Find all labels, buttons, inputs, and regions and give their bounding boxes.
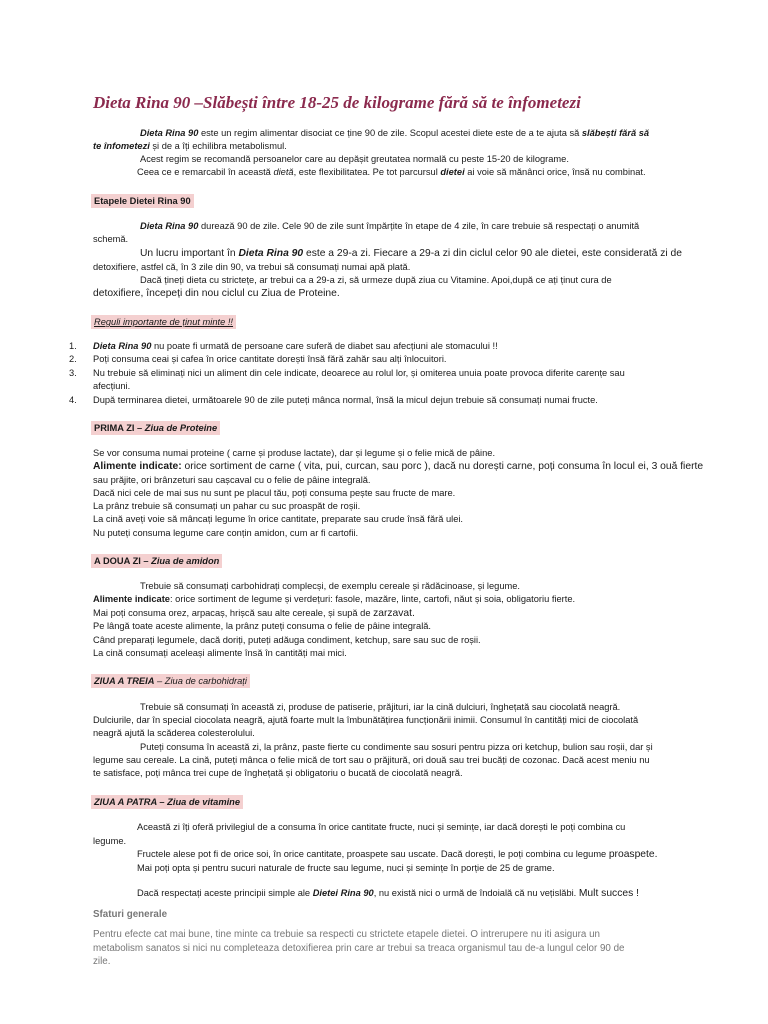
section-heading-a-doua-zi: A DOUA ZI – Ziua de amidon — [91, 554, 222, 568]
section-heading-reguli: Reguli importante de ținut minte !! — [91, 315, 236, 329]
zi1-line-5: La prânz trebuie să consumați un pahar cu suc proaspăt de roșii. — [93, 501, 361, 511]
etape-line-6: detoxifiere, începeți din nou ciclul cu Ziua de Proteine. — [93, 288, 340, 299]
zi1-line-3: sau prăjite, ori brânzeturi sau cașcaval cu o felie de pâine integrală. — [93, 475, 371, 485]
sfaturi-line-1: Pentru efecte cat mai bune, tine minte ca trebuie sa respecti cu strictete etapele dietei. O intrerupere nu iti asigura un — [93, 929, 600, 940]
zi2-line-4: Pe lângă toate aceste alimente, la prânz puteți consuma o felie de pâine integrală. — [93, 621, 432, 631]
etape-line-3: Un lucru important în Dieta Rina 90 este a 29-a zi. Fiecare a 29-a zi din ciclul celor 90 ale dietei, este considerată zi de — [140, 248, 683, 259]
section-heading-prima-zi: PRIMA ZI – Ziua de Proteine — [91, 421, 220, 435]
list-item: Nu trebuie să eliminați nici un aliment din cele indicate, deoarece au rolul lor, și omiterea unuia poate provoca diferite carențe sau — [93, 368, 625, 378]
section-heading-etape: Etapele Dietei Rina 90 — [91, 194, 194, 208]
zi3-line-4: Puteți consuma în această zi, la prânz, paste fierte cu condimente sau sosuri pentru pizza ori ketchup, bulion sau roșii, dar și — [140, 742, 653, 752]
section-heading-ziua-a-treia: ZIUA A TREIA – Ziua de carbohidrați — [91, 674, 250, 688]
list-item: Poți consuma ceai și cafea în orice cantitate dorești însă fără zahăr sau alți înlocuitori. — [93, 354, 447, 364]
zi1-line-6: La cină aveți voie să mâncați legume în orice cantitate, preparate sau crude însă fără ulei. — [93, 514, 464, 524]
zi4-line-1: Această zi îți oferă privilegiul de a consuma în orice cantitate fructe, nuci și semințe, iar dacă dorești le poți combina cu — [137, 822, 626, 832]
intro-line-1: Dieta Rina 90 este un regim alimentar disociat ce ține 90 de zile. Scopul acestei diete este de a te ajuta să slăbești fără să — [140, 128, 650, 138]
zi2-line-6: La cină consumați aceleași alimente însă în cantități mai mici. — [93, 648, 347, 658]
zi1-line-1: Se vor consuma numai proteine ( carne și produse lactate), dar și legume și o felie mică de pâine. — [93, 448, 496, 458]
list-item-continued: afecțiuni. — [93, 381, 131, 391]
sfaturi-line-2: metabolism sanatos si nici nu completeaza detoxifierea prin care ar trebui sa treaca organismul tau de-a lungul celor 90 de — [93, 943, 625, 954]
intro-line-4: Ceea ce e remarcabil în această dietă, este flexibilitatea. Pe tot parcursul dietei ai voie să mănânci orice, însă nu combinat. — [137, 167, 646, 177]
sfaturi-line-3: zile. — [93, 956, 111, 967]
list-item: După terminarea dietei, următoarele 90 de zile puteți mânca normal, însă la micul dejun trebuie să consumați numai fructe. — [93, 395, 598, 405]
etape-line-5: Dacă țineți dieta cu strictețe, ar trebui ca a 29-a zi, să urmeze după ziua cu Vitamine. Apoi,după ce ați ținut cura de — [140, 275, 612, 285]
zi2-line-1: Trebuie să consumați carbohidrați complecși, de exemplu cereale și rădăcinoase, și legume. — [140, 581, 520, 591]
zi4-line-3: Fructele alese pot fi de orice soi, în orice cantitate, proaspete sau uscate. Dacă dorești, le poți combina cu legume proaspete. — [137, 849, 658, 860]
zi3-line-3: neagră ajută la scăderea colesterolului. — [93, 728, 255, 738]
zi3-line-6: te satisface, poți mânca trei cupe de înghețată și obligatoriu o bucată de ciocolată neagră. — [93, 768, 463, 778]
intro-line-3: Acest regim se recomandă persoanelor care au depășit greutatea normală cu peste 15-20 de kilograme. — [140, 154, 569, 164]
section-heading-ziua-a-patra: ZIUA A PATRA – Ziua de vitamine — [91, 795, 243, 809]
list-number: 3. — [69, 368, 77, 378]
zi4-line-2: legume. — [93, 836, 127, 846]
zi2-line-2: Alimente indicate: orice sortiment de legume și verdețuri: fasole, mazăre, linte, cartofi, năut și soia, obligatoriu fierte. — [93, 594, 576, 604]
list-item: Dieta Rina 90 nu poate fi urmată de persoane care suferă de diabet sau afecțiuni ale stomacului !! — [93, 341, 498, 351]
etape-line-1: Dieta Rina 90 durează 90 de zile. Cele 90 de zile sunt împărțite în etape de 4 zile, în care trebuie să respectați o anumită — [140, 221, 640, 231]
page-title: Dieta Rina 90 –Slăbești între 18-25 de kilograme fără să te înfometezi — [93, 93, 581, 112]
section-heading-sfaturi: Sfaturi generale — [93, 909, 168, 920]
zi2-line-5: Când preparați legumele, dacă doriți, puteți adăuga condiment, ketchup, sare sau suc de roșii. — [93, 635, 481, 645]
etape-line-4: detoxifiere, astfel că, în 3 zile din 90, va trebui să consumați numai apă plată. — [93, 262, 411, 272]
zi2-line-3: Mai poți consuma orez, arpacaș, hrișcă sau alte cereale, și supă de zarzavat. — [93, 608, 415, 619]
zi1-line-2: Alimente indicate: orice sortiment de carne ( vita, pui, curcan, sau porc ), dacă nu dorești carne, poți consuma în locul ei, 3 ouă fierte — [93, 461, 704, 472]
zi4-line-5: Dacă respectați aceste principii simple ale Dietei Rina 90, nu există nici o urmă de îndoială că nu vețislăbi. Mult succes ! — [137, 888, 639, 899]
zi1-line-4: Dacă nici cele de mai sus nu sunt pe placul tău, poți consuma pește sau fructe de mare. — [93, 488, 456, 498]
zi1-line-7: Nu puteți consuma legume care conțin amidon, cum ar fi cartofii. — [93, 528, 359, 538]
etape-line-2: schemă. — [93, 234, 129, 244]
list-number: 1. — [69, 341, 77, 351]
list-number: 2. — [69, 354, 77, 364]
zi3-line-1: Trebuie să consumați în această zi, produse de patiserie, prăjituri, iar la cină dulciuri, înghețată sau ciocolată neagră. — [140, 702, 621, 712]
zi3-line-5: legume sau cereale. La cină, puteți mânca o felie mică de tort sau o prăjitură, ori două sau trei bucăți de cozonac. Dacă acest meniu nu — [93, 755, 650, 765]
zi3-line-2: Dulciurile, dar în special ciocolata neagră, ajută foarte mult la îmbunătățirea funcționării inimii. Consumul în cantități mici de ciocolată — [93, 715, 639, 725]
zi4-line-4: Mai poți opta și pentru sucuri naturale de fructe sau legume, nuci și semințe în porție de 25 de grame. — [137, 863, 555, 873]
list-number: 4. — [69, 395, 77, 405]
intro-line-2: te înfometezi și de a îți echilibra metabolismul. — [93, 141, 287, 151]
